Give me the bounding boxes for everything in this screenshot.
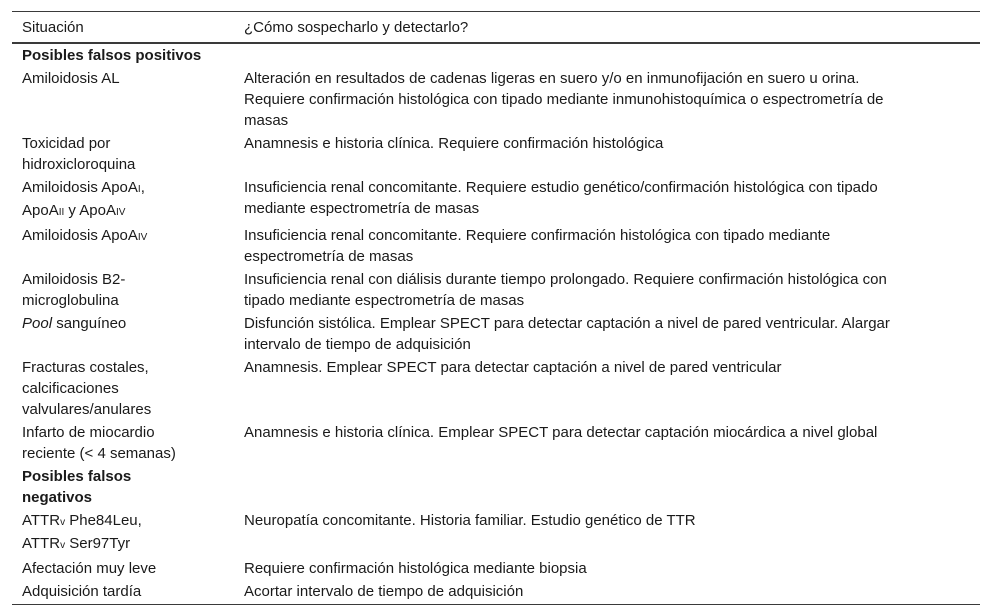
- header-situation: Situación: [22, 18, 84, 36]
- situation-cell: Amiloidosis AL: [22, 70, 120, 87]
- situation-cell: Pool sanguíneo: [22, 315, 127, 332]
- table-row: [12, 357, 980, 422]
- section-label: Posibles falsos negativos: [22, 468, 132, 506]
- situation-cell: Infarto de miocardio reciente (< 4 semanas): [22, 424, 176, 462]
- table-row: [12, 558, 980, 581]
- detection-cell: Disfunción sistólica. Emplear SPECT para detectar captación a nivel de pared ventricular. Alargar intervalo de tiempo de adquisición: [244, 315, 890, 353]
- header-row: [12, 12, 980, 44]
- table-row: [12, 510, 980, 558]
- section-false-negatives: [12, 466, 980, 510]
- situation-cell: Toxicidad por hidroxicloroquina: [22, 135, 136, 173]
- table-row: [12, 225, 980, 269]
- situation-cell: Afectación muy leve: [22, 560, 157, 577]
- header-detection: ¿Cómo sospecharlo y detectarlo?: [244, 18, 469, 36]
- detection-cell: Acortar intervalo de tiempo de adquisición: [244, 583, 524, 600]
- situation-cell: ATTRv Phe84Leu, ATTRv Ser97Tyr: [22, 512, 142, 552]
- detection-cell: Anamnesis e historia clínica. Requiere confirmación histológica: [244, 135, 664, 152]
- situation-cell: Adquisición tardía: [22, 583, 142, 600]
- detection-cell: Requiere confirmación histológica mediante biopsia: [244, 560, 587, 577]
- situation-cell: Amiloidosis B2- microglobulina: [22, 271, 126, 309]
- detection-cell: Insuficiencia renal concomitante. Requiere estudio genético/confirmación histológica con tipado mediante espectrometría de masas: [244, 179, 878, 217]
- table-row: [12, 133, 980, 177]
- detection-cell: Insuficiencia renal concomitante. Requiere confirmación histológica con tipado mediante espectrometría de masas: [244, 227, 831, 265]
- situation-cell: Amiloidosis ApoAIV: [22, 227, 148, 244]
- detection-cell: Insuficiencia renal con diálisis durante tiempo prolongado. Requiere confirmación histológica con tipado mediante espectrometría de masas: [244, 271, 887, 309]
- table-row: [12, 581, 980, 605]
- table-row: [12, 177, 980, 225]
- table-row: [12, 68, 980, 133]
- section-label: Posibles falsos positivos: [22, 47, 202, 64]
- table-row: [12, 313, 980, 357]
- detection-cell: Alteración en resultados de cadenas ligeras en suero y/o en inmunofijación en suero u orina. Requiere confirmación histológica con tipado mediante inmunohistoquímica o espectrometría de masas: [244, 70, 884, 129]
- detection-cell: Neuropatía concomitante. Historia familiar. Estudio genético de TTR: [244, 512, 696, 529]
- table-row: [12, 269, 980, 313]
- detection-table: [12, 11, 980, 605]
- situation-cell: Fracturas costales, calcificaciones valvulares/anulares: [22, 359, 152, 418]
- detection-cell: Anamnesis. Emplear SPECT para detectar captación a nivel de pared ventricular: [244, 359, 782, 376]
- table-row: [12, 422, 980, 466]
- section-false-positives: [12, 43, 980, 68]
- detection-cell: Anamnesis e historia clínica. Emplear SPECT para detectar captación miocárdica a nivel global: [244, 424, 878, 441]
- situation-cell: Amiloidosis ApoAI, ApoAII y ApoAIV: [22, 179, 145, 219]
